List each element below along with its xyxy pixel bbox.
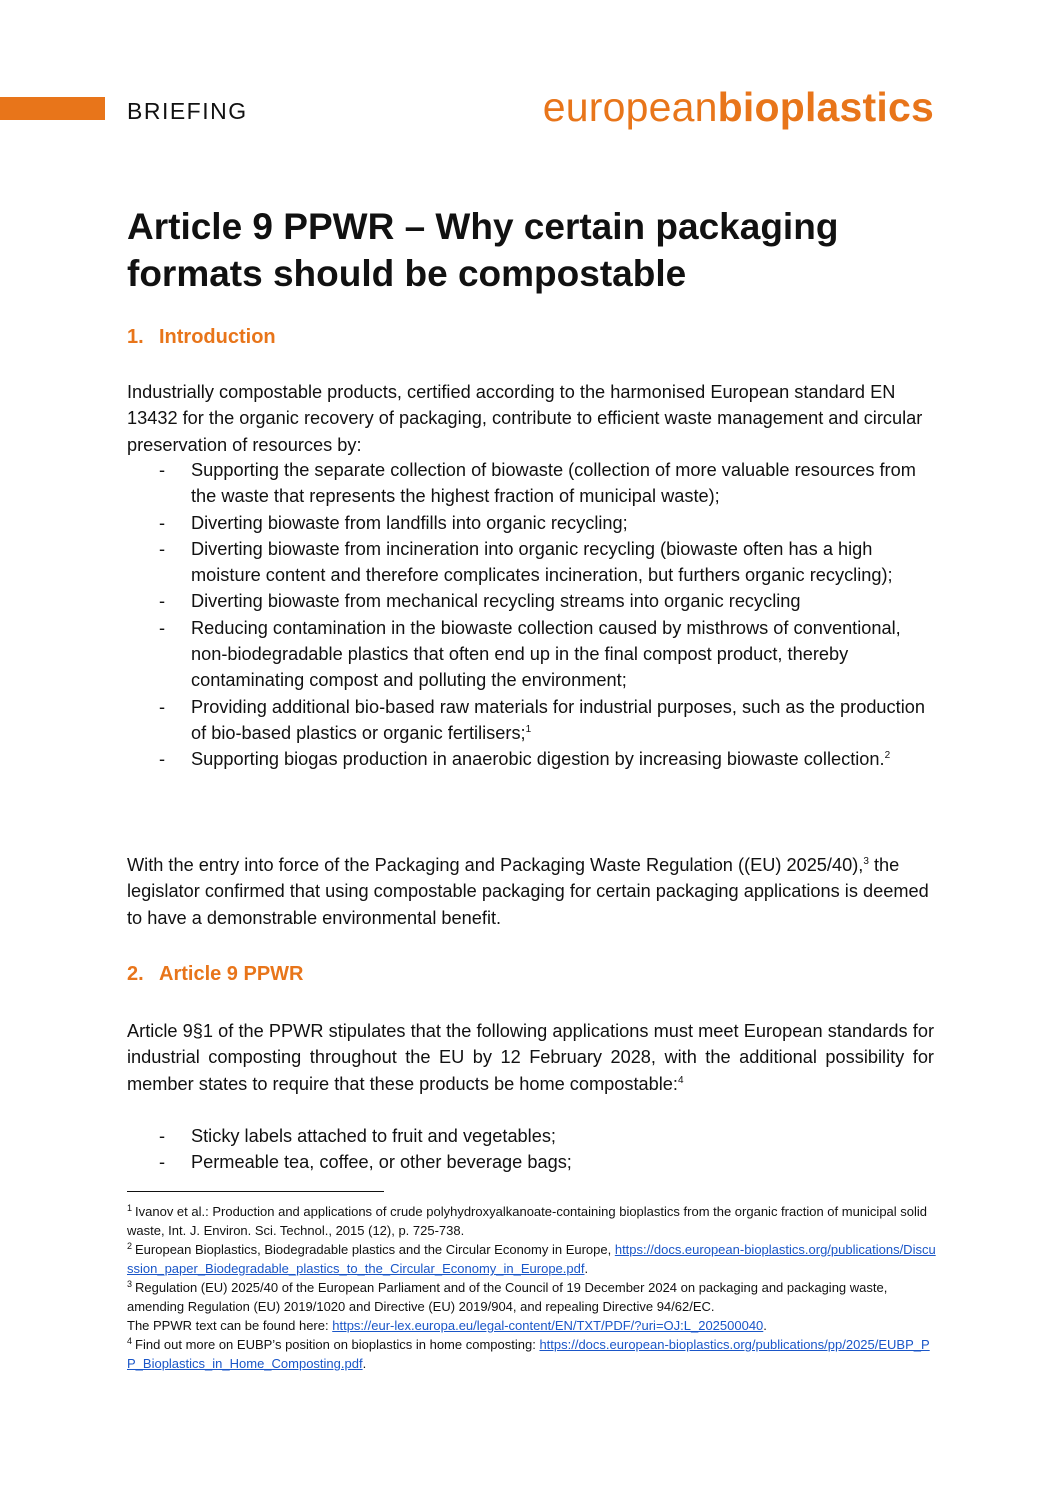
applications-list (127, 1123, 934, 1176)
footnote-ref[interactable]: 1 (525, 723, 532, 735)
bullet-dash: - (159, 1126, 166, 1146)
document-type-label: BRIEFING (127, 98, 248, 124)
list-item-text: Diverting biowaste from landfills into organic recycling; (191, 512, 628, 533)
benefits-list (127, 457, 934, 773)
footnote-ref[interactable]: 2 (884, 750, 891, 762)
footnote-divider (127, 1191, 384, 1192)
footnote-number: 1 (127, 1202, 133, 1213)
logo-light-text: european (542, 84, 718, 130)
list-item (127, 536, 934, 589)
footnote-number: 2 (127, 1240, 133, 1251)
article-9-text: Article 9§1 of the PPWR stipulates that the following applications must meet European standards for industrial composting throughout the EU by 12 February 2028, with the additional possibility for member states to require that these products be home compostable: (127, 1021, 934, 1094)
logo-bold-text: bioplastics (717, 84, 934, 130)
european-bioplastics-logo (543, 84, 934, 131)
footnote-number: 4 (127, 1335, 133, 1346)
footnote-text-end: . (584, 1261, 589, 1276)
bullet-dash: - (159, 617, 166, 638)
footnote-text-continued: The PPWR text can be found here: (127, 1318, 333, 1333)
list-item (127, 588, 934, 614)
bullet-dash: - (159, 512, 166, 533)
bullet-dash: - (159, 591, 166, 612)
article-9-paragraph (127, 1018, 934, 1097)
footnote-text-end: . (362, 1356, 367, 1371)
bullet-dash: - (159, 538, 166, 559)
footnote-text-end: . (763, 1318, 767, 1333)
list-item-text: Permeable tea, coffee, or other beverage bags; (191, 1152, 572, 1173)
section-heading-article-9 (127, 963, 303, 986)
ppwr-paragraph (127, 852, 934, 931)
footnote-text: Find out more on EUBP’s position on bioplastics in home composting: (135, 1337, 540, 1352)
footnote-text: Ivanov et al.: Production and applications of crude polyhydroxyalkanoate-containing bioplastics from the organic fraction of municipal solid waste, Int. J. Environ. Sci. Technol., 2015 (12), p. 725-738. (127, 1204, 928, 1238)
list-item (127, 1149, 934, 1175)
list-item (127, 457, 934, 510)
section-title: Article 9 PPWR (159, 963, 304, 985)
header-accent-bar (0, 97, 105, 120)
list-item (127, 510, 934, 536)
list-item-text: Sticky labels attached to fruit and vegetables; (191, 1126, 556, 1146)
footnote-text: European Bioplastics, Biodegradable plastics and the Circular Economy in Europe, (135, 1242, 615, 1257)
footnote (127, 1202, 937, 1240)
list-item (127, 746, 934, 772)
list-item (127, 1123, 934, 1149)
footnote-text: Regulation (EU) 2025/40 of the European Parliament and of the Council of 19 December 2024 on packaging and packaging waste, amending Regulation (EU) 2019/1020 and Directive (EU) 2019/904, and repealing Directive 94/62/EC. (127, 1280, 888, 1314)
ppwr-paragraph-start: With the entry into force of the Packaging and Packaging Waste Regulation ((EU) 2025/40), (127, 855, 864, 875)
bullet-dash: - (159, 696, 166, 717)
footnote-link[interactable]: https://eur-lex.europa.eu/legal-content/EN/TXT/PDF/?uri=OJ:L_202500040 (332, 1318, 764, 1333)
footnote (127, 1240, 937, 1278)
list-item-text: Providing additional bio-based raw materials for industrial purposes, such as the production of bio-based plastics or organic fertilisers; (191, 696, 925, 743)
list-item-text: Supporting the separate collection of biowaste (collection of more valuable resources from the waste that represents the highest fraction of municipal waste); (191, 460, 916, 507)
footnote (127, 1335, 937, 1373)
footnotes (127, 1202, 937, 1373)
list-item (127, 615, 934, 694)
ppwr-paragraph-end: the legislator confirmed that using compostable packaging for certain packaging applications is deemed to have a demonstrable environmental benefit. (127, 855, 929, 928)
section-title: Introduction (159, 326, 276, 348)
footnote-link[interactable]: https://docs.european-bioplastics.org/publications/Discussion_paper_Biodegradable_plastics_to_the_Circular_Economy_in_Europe.pdf (127, 1242, 936, 1276)
footnote-link[interactable]: https://docs.european-bioplastics.org/publications/pp/2025/EUBP_PP_Bioplastics_in_Home_Composting.pdf (127, 1337, 930, 1371)
section-number: 2. (127, 963, 144, 985)
list-item-text: Diverting biowaste from mechanical recycling streams into organic recycling (191, 591, 801, 612)
bullet-dash: - (159, 749, 166, 770)
list-item-text: Diverting biowaste from incineration into organic recycling (biowaste often has a high moisture content and therefore complicates incineration, but furthers organic recycling); (191, 538, 893, 586)
bullet-dash: - (159, 1152, 166, 1173)
list-item-text: Reducing contamination in the biowaste collection caused by misthrows of conventional, non-biodegradable plastics that often end up in the final compost product, thereby contaminating compost and polluting the environment; (191, 617, 901, 691)
footnote (127, 1278, 937, 1335)
section-number: 1. (127, 326, 144, 348)
footnote-ref[interactable]: 4 (677, 1074, 684, 1086)
section-heading-introduction (127, 326, 276, 349)
bullet-dash: - (159, 460, 166, 480)
page-title: Article 9 PPWR – Why certain packaging formats should be compostable (127, 206, 839, 294)
list-item-text: Supporting biogas production in anaerobic digestion by increasing biowaste collection. (191, 749, 885, 770)
footnote-ref[interactable]: 3 (863, 855, 869, 867)
footnote-number: 3 (127, 1278, 133, 1289)
intro-paragraph: Industrially compostable products, certified according to the harmonised European standard EN 13432 for the organic recovery of packaging, contribute to efficient waste management and circular preservation of resources by: (127, 382, 923, 455)
list-item (127, 694, 934, 747)
